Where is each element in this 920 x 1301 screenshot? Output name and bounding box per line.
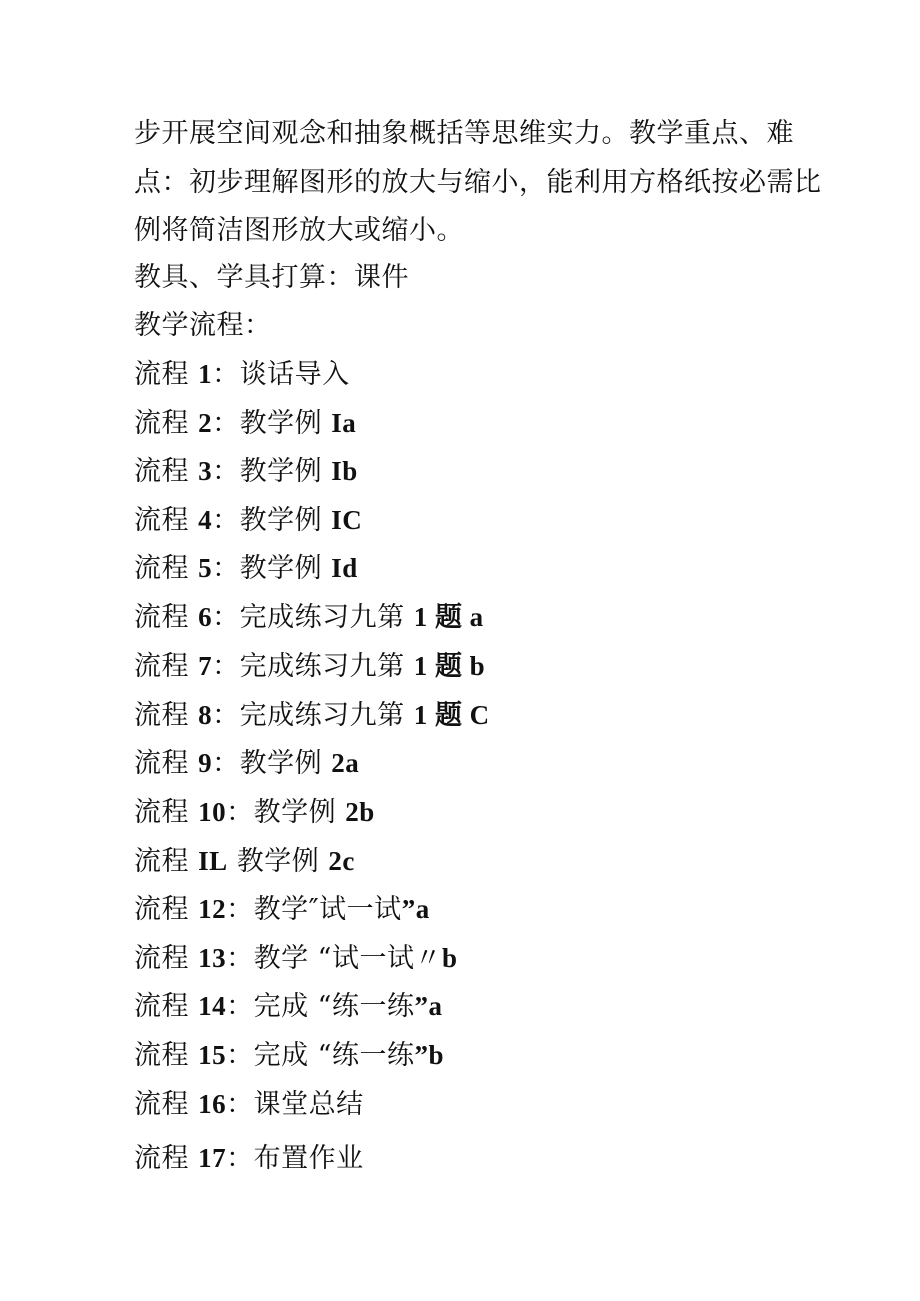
step-number: 14 <box>198 991 227 1021</box>
step-suffix: 2b <box>345 797 375 827</box>
process-step <box>134 940 458 977</box>
step-prefix: 流程 <box>134 602 199 633</box>
step-prefix: 流程 <box>134 846 199 877</box>
process-step <box>134 1140 364 1177</box>
step-prefix: 流程 <box>134 408 199 439</box>
step-prefix: 流程 <box>134 456 199 487</box>
step-separator: ： <box>212 359 240 390</box>
intro-paragraph: 步开展空间观念和抽象概括等思维实力。教学重点、难点：初步理解图形的放大与缩小，能利用方格纸按必需比例将简洁图形放大或缩小。 <box>134 118 822 246</box>
step-suffix: 1 题 C <box>413 700 490 730</box>
process-step <box>134 356 350 393</box>
step-prefix: 流程 <box>134 797 199 828</box>
process-step <box>134 891 430 928</box>
step-number: 15 <box>198 1040 227 1070</box>
step-text: 教学例 <box>239 505 332 536</box>
step-prefix: 流程 <box>134 553 199 584</box>
step-text: 完成 “练一练 <box>253 991 415 1022</box>
step-suffix: Ia <box>331 408 357 438</box>
process-step <box>134 697 490 734</box>
step-text: 谈话导入 <box>239 359 350 390</box>
step-separator: ： <box>212 456 240 487</box>
step-text: 教学例 <box>253 797 346 828</box>
step-number: 16 <box>198 1089 227 1119</box>
step-separator: ： <box>212 505 240 536</box>
tools-line: 教具、学具打算：课件 <box>134 262 409 293</box>
step-prefix: 流程 <box>134 943 199 974</box>
process-step <box>134 599 484 636</box>
step-number: 1 <box>198 359 213 389</box>
step-text: 完成练习九第 <box>239 700 414 731</box>
step-prefix: 流程 <box>134 1040 199 1071</box>
step-number: 9 <box>198 748 213 778</box>
process-step <box>134 405 356 442</box>
step-suffix: 2c <box>328 846 355 876</box>
process-step <box>134 745 359 782</box>
step-number: 13 <box>198 943 227 973</box>
step-suffix: ”b <box>414 1040 445 1070</box>
step-separator: ： <box>212 651 240 682</box>
process-step <box>134 502 362 539</box>
step-prefix: 流程 <box>134 651 199 682</box>
step-separator <box>228 846 237 877</box>
step-separator: ： <box>226 894 254 925</box>
step-number: 8 <box>198 700 213 730</box>
step-text: 课堂总结 <box>253 1089 364 1120</box>
step-number: 2 <box>198 408 213 438</box>
step-text: 教学 “试一试〃 <box>253 943 442 974</box>
step-separator: ： <box>226 991 254 1022</box>
step-suffix: 1 题 b <box>413 651 486 681</box>
step-prefix: 流程 <box>134 991 199 1022</box>
step-separator: ： <box>226 943 254 974</box>
step-prefix: 流程 <box>134 505 199 536</box>
step-separator: ： <box>226 1143 254 1174</box>
step-number: 10 <box>198 797 227 827</box>
step-prefix: 流程 <box>134 1143 199 1174</box>
step-separator: ： <box>226 1040 254 1071</box>
step-separator: ： <box>226 1089 254 1120</box>
step-text: 完成练习九第 <box>239 602 414 633</box>
step-suffix: ”a <box>414 991 443 1021</box>
step-prefix: 流程 <box>134 748 199 779</box>
step-prefix: 流程 <box>134 359 199 390</box>
step-number: 12 <box>198 894 227 924</box>
process-step <box>134 988 442 1025</box>
step-prefix: 流程 <box>134 1089 199 1120</box>
step-number: 3 <box>198 456 213 486</box>
step-number: IL <box>198 846 228 876</box>
step-separator: ： <box>212 602 240 633</box>
step-text: 教学例 <box>239 408 332 439</box>
step-text: 布置作业 <box>253 1143 364 1174</box>
step-text: 教学例 <box>239 748 332 779</box>
step-suffix: IC <box>331 505 363 535</box>
step-prefix: 流程 <box>134 894 199 925</box>
step-text: 教学例 <box>236 846 329 877</box>
process-step <box>134 794 375 831</box>
step-separator: ： <box>212 700 240 731</box>
step-separator: ： <box>226 797 254 828</box>
step-prefix: 流程 <box>134 700 199 731</box>
step-suffix: ”a <box>401 894 430 924</box>
process-step <box>134 1037 444 1074</box>
step-text: 完成 “练一练 <box>253 1040 415 1071</box>
step-number: 7 <box>198 651 213 681</box>
step-text: 教学例 <box>239 553 332 584</box>
process-step <box>134 648 485 685</box>
process-step <box>134 843 355 880</box>
process-step <box>134 453 358 490</box>
step-number: 6 <box>198 602 213 632</box>
step-number: 5 <box>198 553 213 583</box>
step-separator: ： <box>212 553 240 584</box>
step-text: 完成练习九第 <box>239 651 414 682</box>
step-separator: ： <box>212 748 240 779</box>
step-number: 17 <box>198 1143 227 1173</box>
step-separator: ： <box>212 408 240 439</box>
process-step <box>134 550 358 587</box>
step-suffix: Id <box>331 553 358 583</box>
step-suffix: 1 题 a <box>413 602 484 632</box>
process-heading: 教学流程： <box>134 310 272 341</box>
step-text: 教学″试一试 <box>253 894 402 925</box>
step-number: 4 <box>198 505 213 535</box>
step-suffix: 2a <box>331 748 360 778</box>
step-text: 教学例 <box>239 456 332 487</box>
process-step <box>134 1086 364 1123</box>
step-suffix: Ib <box>331 456 358 486</box>
step-suffix: b <box>441 943 458 973</box>
